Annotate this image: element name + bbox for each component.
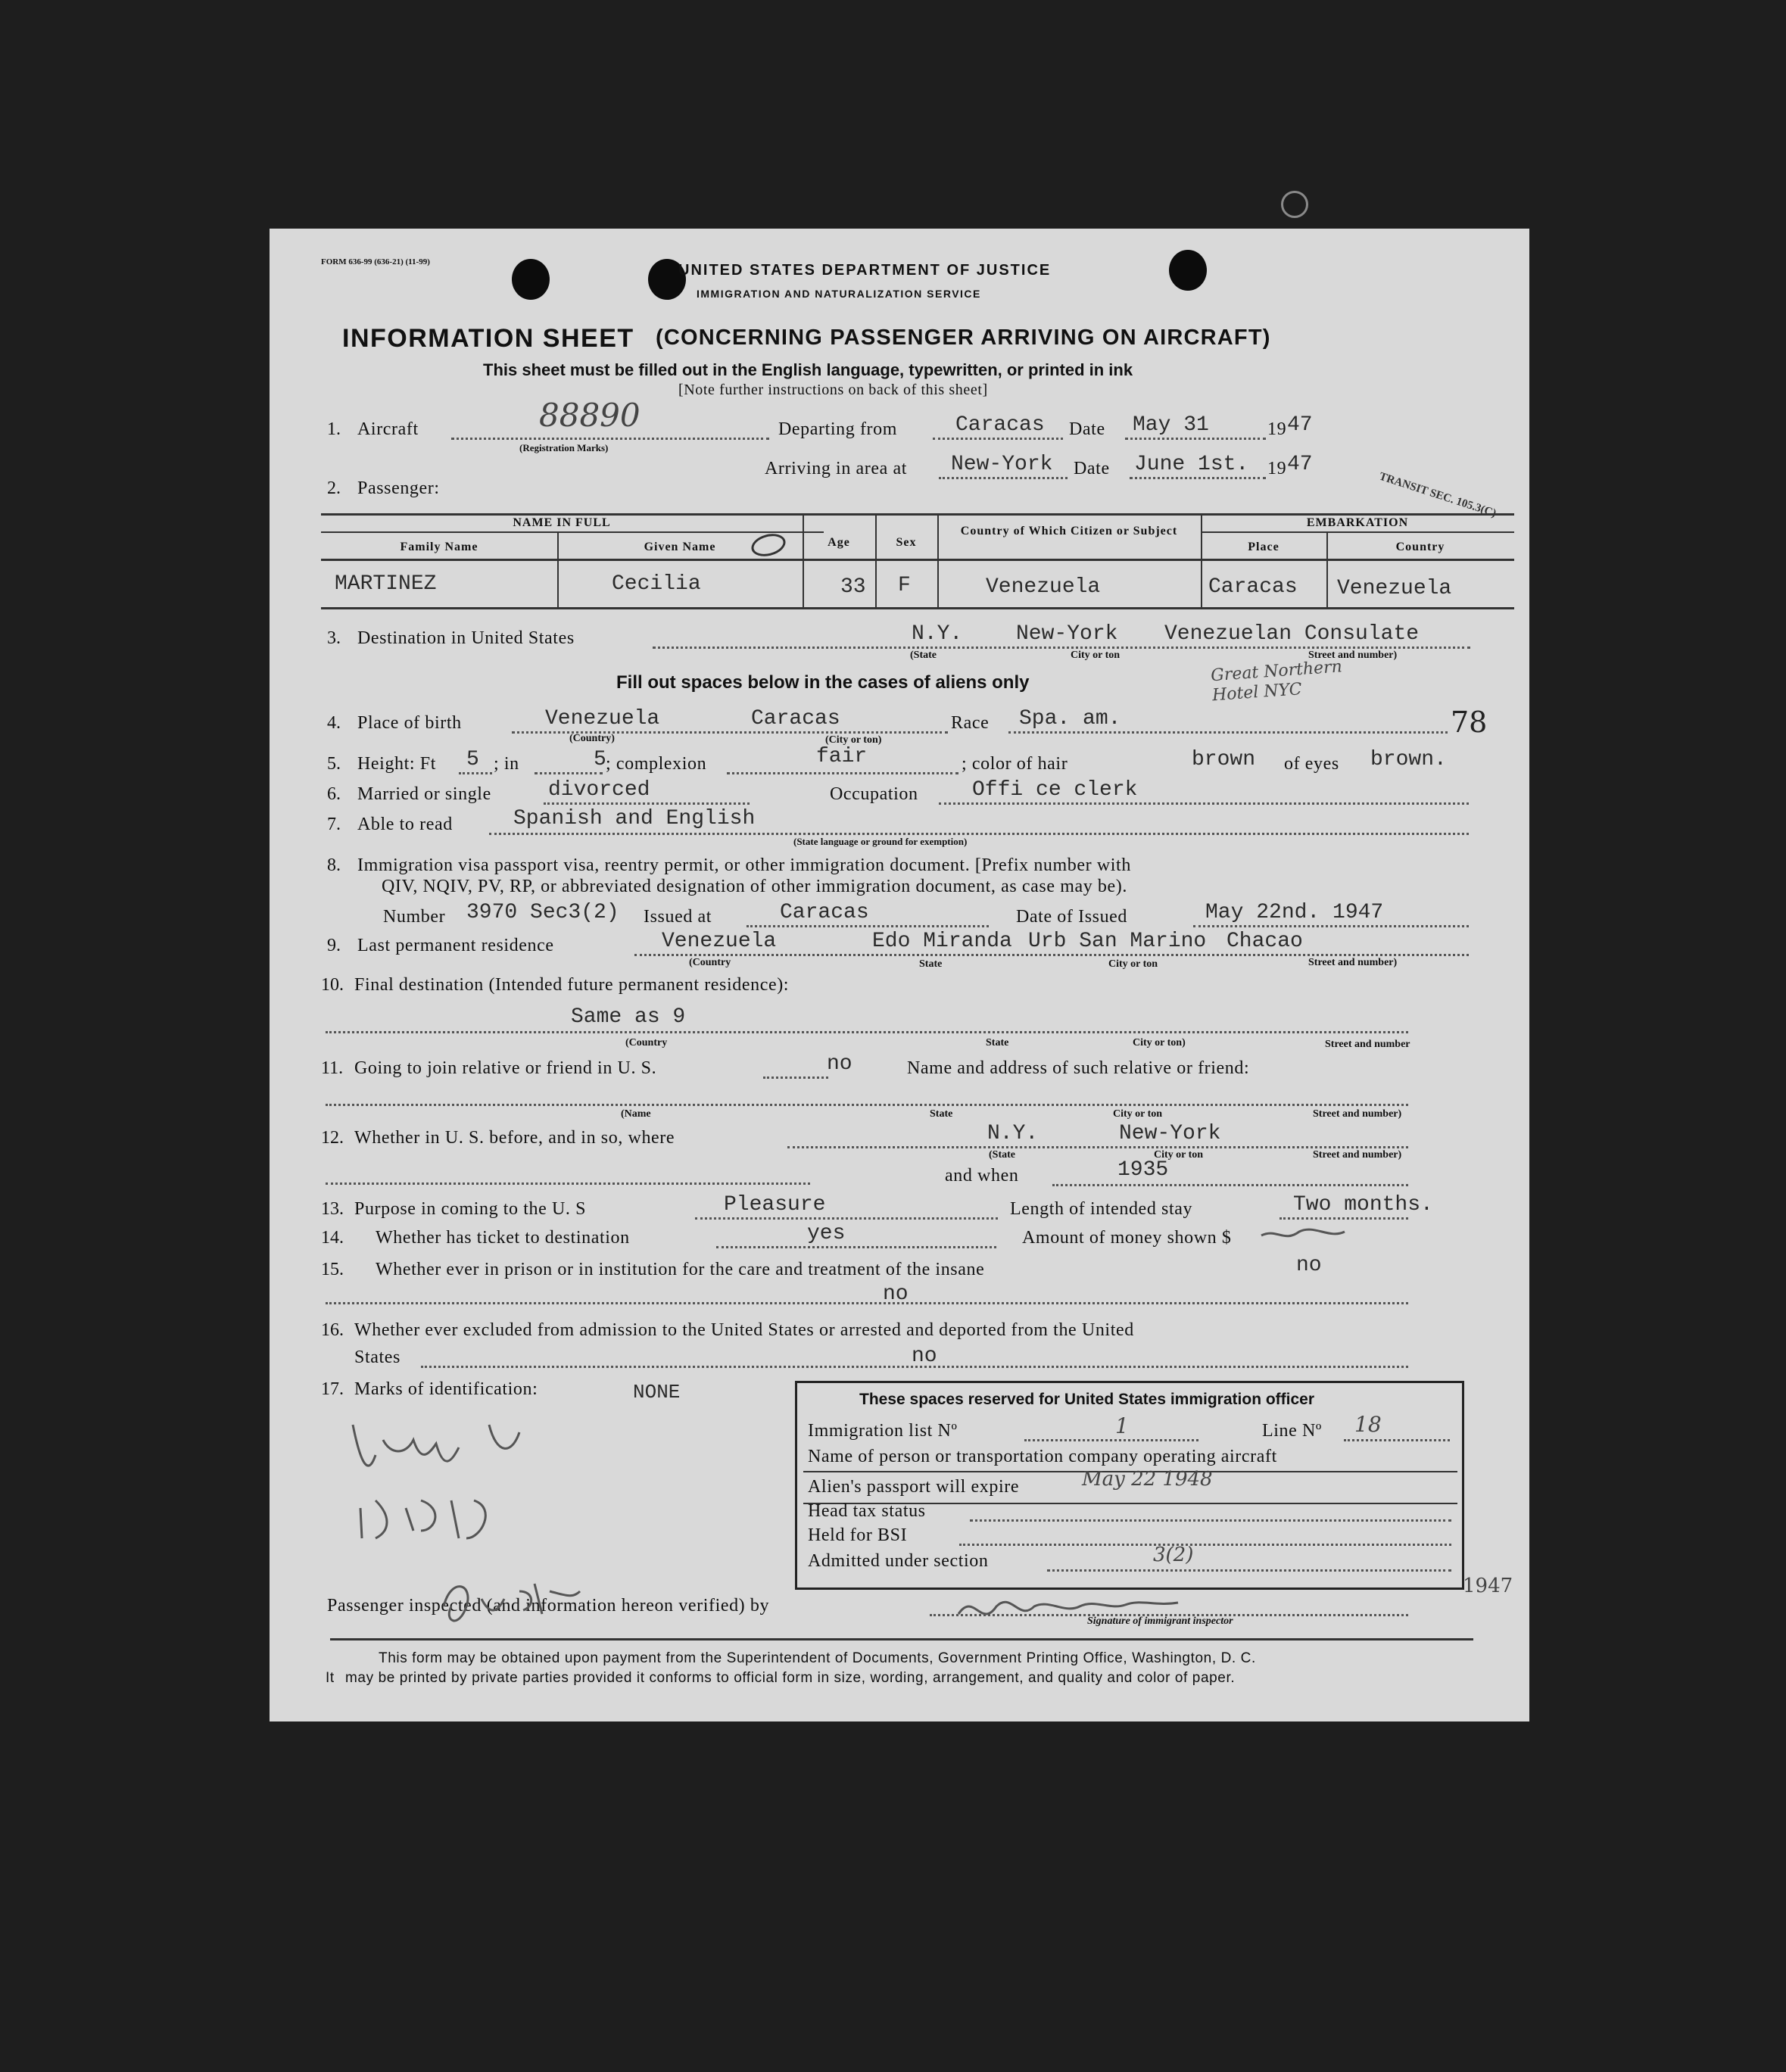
officer-section: [795, 1381, 1464, 1590]
occupation-label: Occupation: [830, 784, 918, 804]
cap-res-state: State: [919, 958, 943, 970]
residence-label: Last permanent residence: [357, 936, 554, 955]
before-city: New-York: [1119, 1122, 1221, 1145]
visa-line1: Immigration visa passport visa, reentry permit, or other immigration document. [Prefix number with: [357, 855, 1131, 875]
form-title: INFORMATION SHEET: [342, 324, 634, 353]
aircraft-value: 88890: [539, 397, 641, 434]
height-feet: 5: [466, 748, 479, 771]
q12-number: 12.: [321, 1128, 344, 1148]
header-sex: Sex: [896, 536, 917, 549]
prison-label: Whether ever in prison or in institution for the care and treatment of the insane: [376, 1260, 985, 1279]
height-label: Height: Ft: [357, 754, 437, 774]
list-label: Immigration list Nº: [808, 1421, 958, 1441]
header-citizen-country: Country of Which Citizen or Subject: [960, 525, 1178, 537]
birth-label: Place of birth: [357, 713, 462, 733]
admitted-label: Admitted under section: [808, 1551, 989, 1571]
residence-state: Edo Miranda: [872, 930, 1012, 953]
q10-number: 10.: [321, 975, 344, 995]
date-issued-label: Date of Issued: [1016, 907, 1128, 927]
residence-country: Venezuela: [662, 930, 777, 953]
cap-street: Street and number): [1308, 650, 1398, 661]
ticket-label: Whether has ticket to destination: [376, 1228, 630, 1248]
eyes-label: of eyes: [1284, 754, 1339, 774]
stay-label: Length of intended stay: [1010, 1199, 1193, 1219]
cap-final-country: (Country: [625, 1037, 668, 1048]
birth-city: Caracas: [751, 707, 840, 731]
excluded-line1: Whether ever excluded from admission to the United States or arrested and deported from the United: [354, 1320, 1134, 1340]
cap-before-city: City or ton: [1154, 1149, 1204, 1161]
inches-label: ; in: [494, 754, 519, 774]
read-caption: (State language or ground for exemption): [793, 836, 968, 847]
cap-res-city: City or ton: [1108, 958, 1158, 970]
prison-value: no: [1296, 1254, 1322, 1277]
q7-number: 7.: [327, 815, 341, 834]
cap-final-state: State: [986, 1037, 1009, 1048]
q4-number: 4.: [327, 713, 341, 733]
q2-number: 2.: [327, 478, 341, 498]
given-name: Cecilia: [612, 572, 701, 596]
date2-label: Date: [1074, 459, 1110, 478]
excluded-line2: States: [354, 1348, 401, 1367]
list-value: 1: [1115, 1413, 1129, 1438]
passenger-label: Passenger:: [357, 478, 440, 498]
arriving-label: Arriving in area at: [765, 459, 907, 478]
cap-rel-state: State: [930, 1108, 953, 1120]
visa-number-label: Number: [383, 907, 446, 927]
money-scribble: [1254, 1213, 1435, 1258]
cap-res-country: (Country: [689, 957, 731, 968]
header-country: Country: [1395, 541, 1445, 553]
inspector-signature: [951, 1584, 1193, 1637]
q3-number: 3.: [327, 628, 341, 648]
when-value: 1935: [1117, 1158, 1169, 1182]
date-issued-value: May 22nd. 1947: [1205, 901, 1384, 924]
passport-expire-value: May 22 1948: [1082, 1468, 1213, 1491]
family-name: MARTINEZ: [335, 572, 437, 596]
purpose-label: Purpose in coming to the U. S: [354, 1199, 587, 1219]
destination-city: New-York: [1016, 622, 1118, 646]
embark-place: Caracas: [1208, 575, 1298, 599]
agency-name: UNITED STATES DEPARTMENT OF JUSTICE: [678, 262, 1052, 279]
registration-caption: (Registration Marks): [519, 442, 609, 453]
cap-rel-street: Street and number): [1313, 1108, 1402, 1120]
header-name-in-full: NAME IN FULL: [513, 516, 611, 529]
eyes-value: brown.: [1370, 748, 1447, 771]
departure-year: 47: [1287, 413, 1313, 437]
year-stamp: 1947: [1463, 1575, 1513, 1597]
form-note: [Note further instructions on back of this sheet]: [678, 382, 988, 398]
departing-label: Departing from: [778, 419, 898, 439]
embark-country: Venezuela: [1337, 577, 1452, 600]
hair-label: ; color of hair: [962, 754, 1068, 774]
q16-number: 16.: [321, 1320, 344, 1340]
read-value: Spanish and English: [513, 807, 756, 830]
inspected-label: Passenger inspected (and information hereon verified) by: [327, 1596, 770, 1616]
information-sheet: [270, 229, 1529, 1721]
marks-value: NONE: [633, 1381, 681, 1404]
header-age: Age: [828, 536, 850, 549]
punch-hole: [1169, 250, 1207, 291]
circle-mark: [749, 531, 788, 560]
read-label: Able to read: [357, 815, 453, 834]
issued-label: Issued at: [644, 907, 712, 927]
complexion-value: fair: [816, 745, 868, 768]
hair-value: brown: [1192, 748, 1256, 771]
before-state: N.Y.: [987, 1122, 1039, 1145]
arrival-year: 47: [1287, 453, 1313, 476]
header-family-name: Family Name: [400, 541, 478, 553]
aircraft-label: Aircraft: [357, 419, 419, 439]
final-dest-value: Same as 9: [571, 1005, 686, 1029]
cap-city: City or ton: [1071, 650, 1121, 661]
age: 33: [840, 575, 866, 599]
q8-number: 8.: [327, 855, 341, 875]
q6-number: 6.: [327, 784, 341, 804]
footer-it: It: [326, 1670, 335, 1686]
destination-state: N.Y.: [912, 622, 963, 646]
service-name: IMMIGRATION AND NATURALIZATION SERVICE: [697, 288, 981, 300]
cap-final-street: Street and number: [1325, 1039, 1410, 1050]
q17-number: 17.: [321, 1379, 344, 1399]
relative-label: Name and address of such relative or friend:: [907, 1058, 1250, 1078]
destination-street: Venezuelan Consulate: [1164, 622, 1420, 646]
join-label: Going to join relative or friend in U. S.: [354, 1058, 657, 1078]
footer-line1: This form may be obtained upon payment from the Superintendent of Documents, Government Printing Office, Washington, D. C.: [379, 1650, 1256, 1666]
form-subtitle: (CONCERNING PASSENGER ARRIVING ON AIRCRAFT): [656, 326, 1271, 350]
prison-value-2: no: [883, 1282, 909, 1306]
complexion-label: ; complexion: [606, 754, 707, 774]
arrival-date: June 1st.: [1134, 453, 1249, 476]
occupation-value: Offi ce clerk: [972, 778, 1138, 802]
cap-birth-country: (Country): [569, 733, 615, 744]
margin-number: 78: [1451, 706, 1488, 739]
date-label: Date: [1069, 419, 1105, 439]
cap-final-city: City or ton): [1133, 1037, 1186, 1048]
form-instruction: This sheet must be filled out in the English language, typewritten, or printed in ink: [483, 360, 1133, 379]
form-number: FORM 636-99 (636-21) (11-99): [321, 257, 430, 266]
header-place: Place: [1248, 541, 1279, 553]
handwritten-hotel: Great Northern Hotel NYC: [1210, 657, 1343, 706]
height-inches: 5: [594, 748, 606, 771]
ticket-value: yes: [807, 1222, 846, 1245]
join-value: no: [827, 1052, 852, 1076]
when-label: and when: [945, 1166, 1019, 1186]
operator-label: Name of person or transportation company operating aircraft: [808, 1447, 1277, 1466]
marks-label: Marks of identification:: [354, 1379, 538, 1399]
admitted-value: 3(2): [1153, 1544, 1194, 1566]
marital-value: divorced: [548, 778, 650, 802]
residence-city: Urb San Marino: [1028, 930, 1207, 953]
q14-number: 14.: [321, 1228, 344, 1248]
destination-label: Destination in United States: [357, 628, 575, 648]
before-label: Whether in U. S. before, and in so, where: [354, 1128, 675, 1148]
cap-res-street: Street and number): [1308, 957, 1398, 968]
year-prefix: 19: [1267, 419, 1287, 439]
cap-before-state: (State: [989, 1149, 1015, 1161]
purpose-value: Pleasure: [724, 1193, 826, 1217]
transit-stamp: TRANSIT SEC. 105.3(C): [1377, 470, 1498, 520]
cap-birth-city: (City or ton): [825, 734, 882, 746]
header-given-name: Given Name: [644, 541, 716, 553]
q1-number: 1.: [327, 419, 341, 439]
header-embarkation: EMBARKATION: [1306, 516, 1409, 529]
handwritten-notes: [345, 1410, 618, 1659]
signature-caption: Signature of immigrant inspector: [1087, 1616, 1233, 1627]
departure-date: May 31: [1133, 413, 1209, 437]
cap-rel-name: (Name: [621, 1108, 651, 1120]
visa-line2: QIV, NQIV, PV, RP, or abbreviated designation of other immigration document, as case may be).: [382, 877, 1127, 896]
line-label: Line Nº: [1262, 1421, 1322, 1441]
departing-value: Caracas: [955, 413, 1045, 437]
race-label: Race: [951, 713, 990, 733]
head-tax-label: Head tax status: [808, 1501, 926, 1521]
residence-street: Chacao: [1227, 930, 1303, 953]
birth-country: Venezuela: [545, 707, 660, 731]
q9-number: 9.: [327, 936, 341, 955]
race-value: Spa. am.: [1019, 707, 1121, 731]
cap-rel-city: City or ton: [1113, 1108, 1163, 1120]
citizen-country: Venezuela: [986, 575, 1101, 599]
passport-expire-label: Alien's passport will expire: [808, 1477, 1020, 1497]
sex: F: [898, 574, 911, 597]
arriving-value: New-York: [951, 453, 1053, 476]
cap-state: (State: [910, 650, 937, 661]
final-dest-label: Final destination (Intended future permanent residence):: [354, 975, 790, 995]
q15-number: 15.: [321, 1260, 344, 1279]
footer-line2: may be printed by private parties provided it conforms to official form in size, wording, arrangement, and quality and color of paper.: [345, 1670, 1236, 1686]
q13-number: 13.: [321, 1199, 344, 1219]
q11-number: 11.: [321, 1058, 344, 1078]
excluded-value: no: [912, 1344, 937, 1368]
stay-value: Two months.: [1293, 1193, 1433, 1217]
issued-value: Caracas: [780, 901, 869, 924]
punch-hole: [512, 259, 550, 300]
marital-label: Married or single: [357, 784, 491, 804]
cap-before-street: Street and number): [1313, 1149, 1402, 1161]
background-mark: [1281, 191, 1308, 218]
aliens-heading: Fill out spaces below in the cases of aliens only: [616, 672, 1030, 693]
visa-number: 3970 Sec3(2): [466, 901, 619, 924]
line-value: 18: [1354, 1412, 1382, 1437]
year2-prefix: 19: [1267, 459, 1287, 478]
bsi-label: Held for BSI: [808, 1525, 908, 1545]
q5-number: 5.: [327, 754, 341, 774]
officer-heading: These spaces reserved for United States immigration officer: [859, 1391, 1315, 1408]
money-label: Amount of money shown $: [1022, 1228, 1232, 1248]
